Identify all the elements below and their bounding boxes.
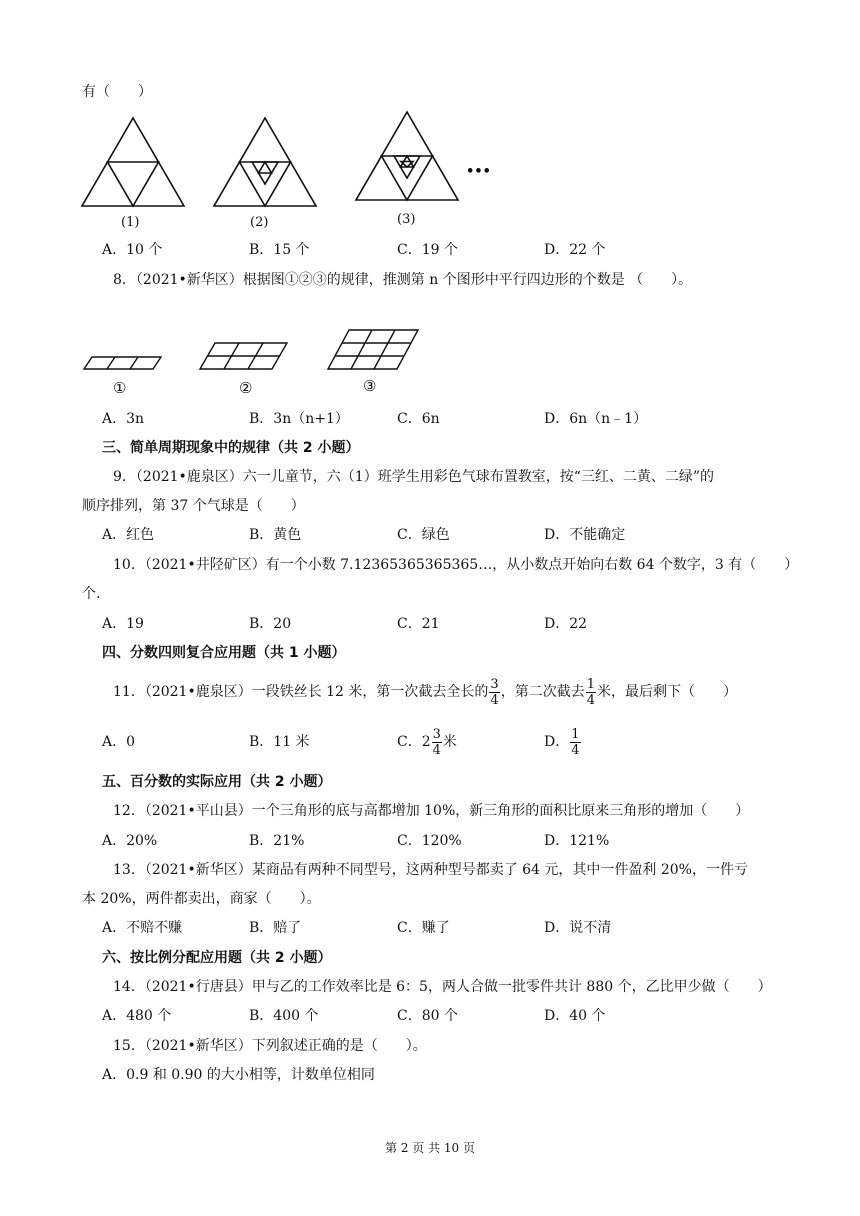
- q8-option-d: D．6n（n﹣1）: [544, 411, 648, 427]
- q11-option-c: C．2 $\frac{3}{4}$ 米: [397, 726, 457, 758]
- q14-option-b: B．400 个: [249, 1008, 319, 1024]
- q12-question-text: 12．（2021•平山县）一个三角形的底与高都增加 10%，新三角形的面积比原来三角形的增加（ ）: [113, 803, 750, 819]
- q15-option-a: A．0.9 和 0.90 的大小相等，计数单位相同: [102, 1067, 375, 1083]
- q13-option-c: C．赚了: [397, 920, 450, 936]
- q12-option-b: B．21%: [249, 833, 305, 849]
- section-heading-4: 四、分数四则复合应用题（共 1 小题）: [102, 645, 346, 661]
- q8-fig-label-1: ①: [113, 379, 127, 397]
- q8-question-text: 8．（2021•新华区）根据图①②③的规律，推测第 n 个图形中平行四边形的个数是 （ ）。: [113, 272, 693, 288]
- q12-option-c: C．120%: [397, 833, 462, 849]
- q9-option-a: A．红色: [102, 527, 155, 543]
- q11-fraction-1: $\frac{3}{4}$: [490, 676, 499, 708]
- section-heading-3: 三、简单周期现象中的规律（共 2 小题）: [102, 440, 360, 456]
- q11-option-b: B．11 米: [249, 734, 310, 750]
- section-heading-6: 六、按比例分配应用题（共 2 小题）: [102, 950, 332, 966]
- q7-fig-label-1: (1): [121, 215, 140, 230]
- q10-option-c: C．21: [397, 616, 440, 632]
- q11-text-part3: 米，最后剩下（ ）: [596, 684, 737, 700]
- q11-option-c-fraction: $\frac{3}{4}$: [432, 726, 441, 758]
- q7-ellipsis: •••: [466, 164, 491, 179]
- q8-fig-label-3: ③: [363, 377, 377, 395]
- q11-question: [113, 676, 737, 708]
- q9-question-line1: 9．（2021•鹿泉区）六一儿童节，六（1）班学生用彩色气球布置教室，按“三红、二黄、二绿”的: [113, 469, 715, 485]
- q7-option-c: C．19 个: [397, 242, 458, 258]
- q12-option-d: D．121%: [544, 833, 610, 849]
- q11-option-a: A．0: [102, 734, 136, 750]
- q7-tail-text: 有（ ）: [82, 84, 152, 100]
- q8-option-b: B．3n（n+1）: [249, 411, 349, 427]
- q12-option-a: A．20%: [102, 833, 158, 849]
- q10-option-d: D．22: [544, 616, 588, 632]
- q13-question-line2: 本 20%，两件都卖出，商家（ ）。: [82, 891, 321, 907]
- q14-option-a: A．480 个: [102, 1008, 172, 1024]
- page-footer: 第 2 页 共 10 页: [385, 1141, 475, 1155]
- q10-option-a: A．19: [102, 616, 144, 632]
- q14-option-c: C．80 个: [397, 1008, 458, 1024]
- q9-option-d: D．不能确定: [544, 527, 626, 543]
- q11-text-part1: 11．（2021•鹿泉区）一段铁丝长 12 米，第一次截去全长的: [113, 684, 489, 700]
- q9-question-line2: 顺序排列，第 37 个气球是（ ）: [82, 498, 305, 514]
- q8-fig-label-2: ②: [239, 379, 253, 397]
- q13-option-a: A．不赔不赚: [102, 920, 183, 936]
- q8-option-c: C．6n: [397, 411, 440, 427]
- q7-option-b: B．15 个: [249, 242, 310, 258]
- q13-question-line1: 13．（2021•新华区）某商品有两种不同型号，这两种型号都卖了 64 元，其中一件盈利 20%，一件亏: [113, 862, 748, 878]
- q9-option-b: B．黄色: [249, 527, 302, 543]
- q8-option-a: A．3n: [102, 411, 145, 427]
- q11-option-d: D． $\frac{1}{4}$: [544, 726, 580, 758]
- q13-option-d: D．说不清: [544, 920, 612, 936]
- q7-option-a: A．10 个: [102, 242, 163, 258]
- q7-option-d: D．22 个: [544, 242, 606, 258]
- q14-question-text: 14．（2021•行唐县）甲与乙的工作效率比是 6：5，两人合做一批零件共计 880 个，乙比甲少做（ ）: [113, 979, 772, 995]
- q7-fig-label-3: (3): [397, 212, 416, 227]
- q10-option-b: B．20: [249, 616, 292, 632]
- q10-question-line2: 个.: [82, 586, 101, 602]
- q7-fig-label-2: (2): [250, 215, 269, 230]
- q11-text-part2: ，第二次截去: [500, 684, 585, 700]
- q10-question-line1: 10．（2021•井陉矿区）有一个小数 7.12365365365365…，从小数点开始向右数 64 个数字，3 有（ ）: [113, 557, 799, 573]
- q13-option-b: B．赔了: [249, 920, 302, 936]
- q11-fraction-2: $\frac{1}{4}$: [586, 676, 595, 708]
- q11-option-d-fraction: $\frac{1}{4}$: [571, 726, 580, 758]
- q14-option-d: D．40 个: [544, 1008, 606, 1024]
- section-heading-5: 五、百分数的实际应用（共 2 小题）: [102, 774, 332, 790]
- q15-question-text: 15．（2021•新华区）下列叙述正确的是（ ）。: [113, 1038, 427, 1054]
- q9-option-c: C．绿色: [397, 527, 450, 543]
- q8-figure-parallelograms: [0, 0, 860, 400]
